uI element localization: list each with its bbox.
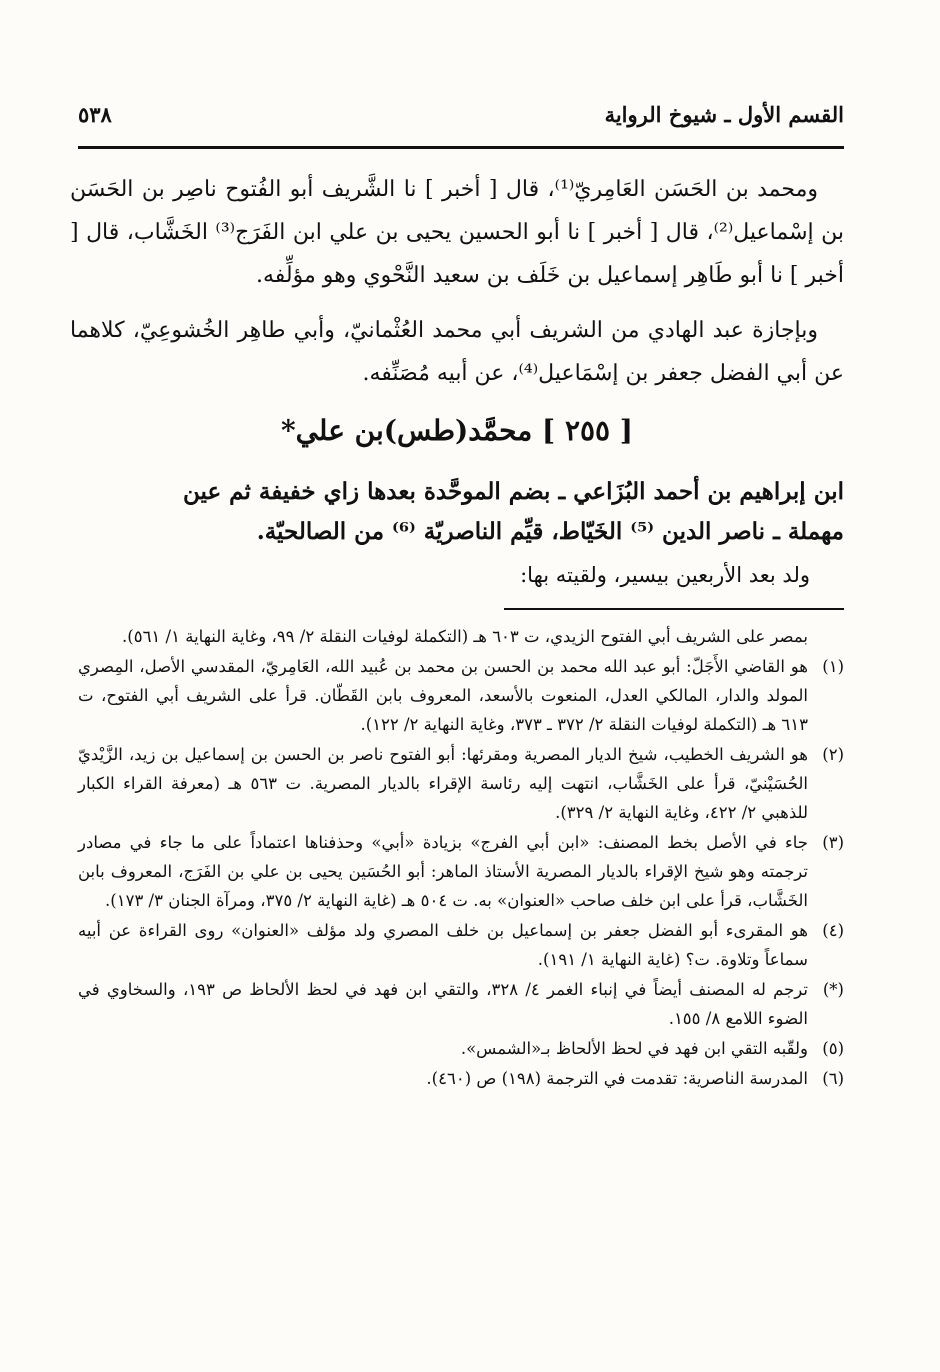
footnote-text: هو المقرىء أبو الفضل جعفر بن إسماعيل بن خلف المصري ولد مؤلف «العنوان» روى القراءة عن أبيه سماعاً وتلاوة. ت؟ (غاية النهاية ١/ ١٩١). [78, 921, 808, 969]
footnotes [78, 622, 844, 1094]
main-text [70, 168, 844, 395]
footnote-item [78, 740, 844, 827]
footnote-text: هو الشريف الخطيب، شيخ الديار المصرية ومقرئها: أبو الفتوح ناصر بن الحسن بن إسماعيل بن زيد، الزَّيْديّ الحُسَيْنيّ، قرأ على الخَشَّاب، انتهت إليه رئاسة الإقراء بالديار المصرية. ت ٥٦٣ هـ (معرفة القراء الكبار للذهبي ٢/ ٤٢٢، وغاية النهاية ٢/ ٣٢٩). [78, 745, 808, 822]
paragraph-chain-2: وبإجازة عبد الهادي من الشريف أبي محمد العُثْمانيّ، وأبي طاهِر الخُشوعِيّ، كلاهما عن أبي الفضل جعفر بن إسْمَاعيل⁽⁴⁾، عن أبيه مُصَنِّفه. [70, 318, 844, 386]
footnote-divider [504, 608, 844, 610]
footnote-item [78, 828, 844, 915]
entry-note: ولد بعد الأربعين بيسير، ولقيته بها: [520, 563, 810, 587]
footnote-number: (٣) [822, 833, 844, 852]
footnote-number: (١) [822, 657, 844, 676]
header-rule [78, 146, 844, 149]
entry-line-2: مهملة ـ ناصر الدين ⁽⁵⁾ الخَيّاط، قيِّم الناصريّة ⁽⁶⁾ من الصالحيّة. [256, 518, 844, 545]
footnote-number: (٢) [822, 745, 844, 764]
running-title: القسم الأول ـ شيوخ الرواية [604, 101, 844, 127]
footnote-item [78, 916, 844, 974]
footnote-text: المدرسة الناصرية: تقدمت في الترجمة (١٩٨) ص (٤٦٠). [426, 1069, 808, 1088]
footnote-text: ولقّبه التقي ابن فهد في لحظ الألحاظ بـ«الشمس». [460, 1039, 808, 1058]
footnote-item [78, 622, 844, 651]
footnote-item [78, 1064, 844, 1093]
paragraph-chain-1: ومحمد بن الحَسَن العَامِريّ⁽¹⁾، قال [ أخبر ] نا الشَّريف أبو الفُتوح ناصِر بن الحَسَن بن إسْماعيل⁽²⁾، قال [ أخبر ] نا أبو الحسين يحيى بن علي ابن الفَرَج⁽³⁾ الخَشَّاب، قال [ أخبر ] نا أبو طَاهِر إسماعيل بن خَلَف بن سعيد النَّحْوي وهو مؤلِّفه. [70, 177, 845, 288]
footnote-number: (٤) [822, 921, 844, 940]
footnote-item [78, 1034, 844, 1063]
footnote-text: ترجم له المصنف أيضاً في إنباء الغمر ٤/ ٣٢٨، والتقي ابن فهد في لحظ الألحاظ ص ١٩٣، والسخاوي في الضوء اللامع ٨/ ١٥٥. [78, 980, 808, 1028]
footnote-number [808, 622, 844, 651]
entry-body [70, 472, 844, 552]
footnote-item [78, 975, 844, 1033]
entry-title: [ ٢٥٥ ] محمَّد(طس)بن علي* [280, 414, 634, 447]
footnote-number: (٥) [822, 1039, 844, 1058]
page-header [78, 92, 844, 136]
footnote-text: هو القاضي الأَجَلّ: أبو عبد الله محمد بن الحسن بن محمد بن عُبيد الله، العَامِريّ، المقدسي الأصل، المِصري المولد والدار، المالكي العدل، المنعوت بالأسعد، المعروف بابن القَطّان. قرأ على الشريف أبي الفتوح، ت ٦١٣ هـ (التكملة لوفيات النقلة ٢/ ٣٧٢ ـ ٣٧٣، وغاية النهاية ٢/ ١٢٢). [78, 657, 808, 734]
page-number: ٥٣٨ [78, 101, 112, 127]
footnote-number: (*) [822, 980, 844, 999]
entry-line-1: ابن إبراهيم بن أحمد البُزَاعي ـ بضم الموحَّدة بعدها زاي خفيفة ثم عين [183, 478, 844, 505]
footnote-item [78, 652, 844, 739]
footnote-number: (٦) [822, 1069, 844, 1088]
footnote-text: بمصر على الشريف أبي الفتوح الزيدي، ت ٦٠٣ هـ (التكملة لوفيات النقلة ٢/ ٩٩، وغاية النهاية ١/ ٥٦١). [122, 627, 808, 646]
footnote-text: جاء في الأصل بخط المصنف: «ابن أبي الفرج» بزيادة «أبي» وحذفناها اعتماداً على ما جاء في مصادر ترجمته وهو شيخ الإقراء بالديار المصرية الأستاذ الماهر: أبو الحُسَين يحيى بن علي بن الفَرَج، المعروف بابن الخَشَّاب، قرأ على ابن خلف صاحب «العنوان» به. ت ٥٠٤ هـ (غاية النهاية ٢/ ٣٧٥، ومرآة الجنان ٣/ ١٧٣). [78, 833, 808, 910]
